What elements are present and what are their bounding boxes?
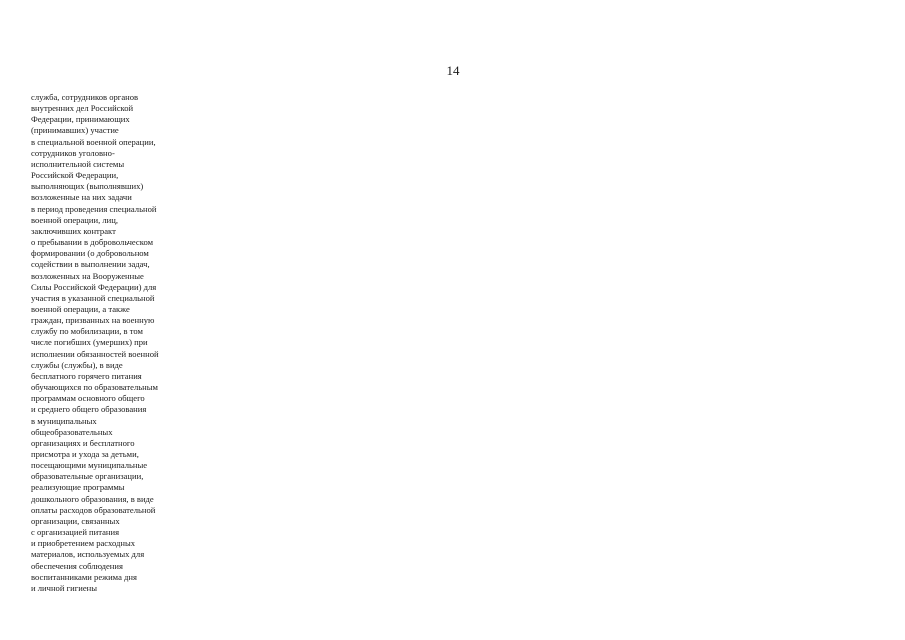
text-line: числе погибших (умерших) при [31,337,148,348]
text-line: содействии в выполнении задач, [31,259,150,270]
text-line: выполняющих (выполнявших) [31,181,144,192]
text-line: служба, сотрудников органов [31,92,139,102]
text-line: формировании (о добровольном [31,248,149,259]
text-line: граждан, призванных на военную [31,315,155,326]
text-line: посещающими муниципальные [31,460,148,471]
text-line: военной операции, лиц, [31,214,119,225]
text-line: службы (службы), в виде [31,359,123,370]
text-line: исполнительной системы [31,158,125,169]
text-line: и личной гигиены [31,582,98,593]
text-line: обучающихся по образовательным [31,382,158,393]
text-line: заключивших контракт [31,225,116,236]
text-line: Силы Российской Федерации) для [31,281,157,292]
text-line: Российской Федерации, [31,170,119,181]
text-line: (принимавших) участие [31,125,119,136]
text-line: в период проведения специальной [31,203,157,214]
text-line: воспитанниками режима дня [31,571,137,582]
text-line: в муниципальных [31,415,97,426]
text-line: возложенных на Вооруженные [31,270,144,281]
page-number: 14 [446,63,460,78]
text-line: присмотра и ухода за детьми, [31,449,139,459]
text-line: возложенные на них задачи [31,192,132,203]
text-line: оплаты расходов образовательной [31,504,156,515]
text-line: в специальной военной операции, [31,136,156,147]
text-line: службу по мобилизации, в том [31,326,143,337]
text-line: материалов, используемых для [31,549,145,560]
text-line: и среднего общего образования [31,404,147,415]
text-line: участия в указанной специальной [31,292,155,303]
text-line: с организацией питания [31,527,120,538]
text-line: и приобретением расходных [31,538,136,549]
text-line: организации, связанных [31,515,120,526]
text-line: общеобразовательных [31,426,113,437]
text-line: программам основного общего [31,393,145,404]
text-line: бесплатного горячего питания [31,370,142,381]
text-line: исполнении обязанностей военной [31,348,159,359]
text-line: военной операции, а также [31,303,130,314]
text-line: внутренних дел Российской [31,103,134,114]
text-line: сотрудников уголовно- [31,147,115,158]
body-text-column [31,92,201,594]
text-line: организациях и бесплатного [31,437,135,448]
text-line: обеспечения соблюдения [31,560,123,571]
text-line: Федерации, принимающих [31,114,130,125]
text-line: реализующие программы [31,482,125,493]
text-line: о пребывании в добровольческом [31,237,154,248]
text-line: образовательные организации, [31,471,144,482]
text-line: дошкольного образования, в виде [31,493,154,504]
